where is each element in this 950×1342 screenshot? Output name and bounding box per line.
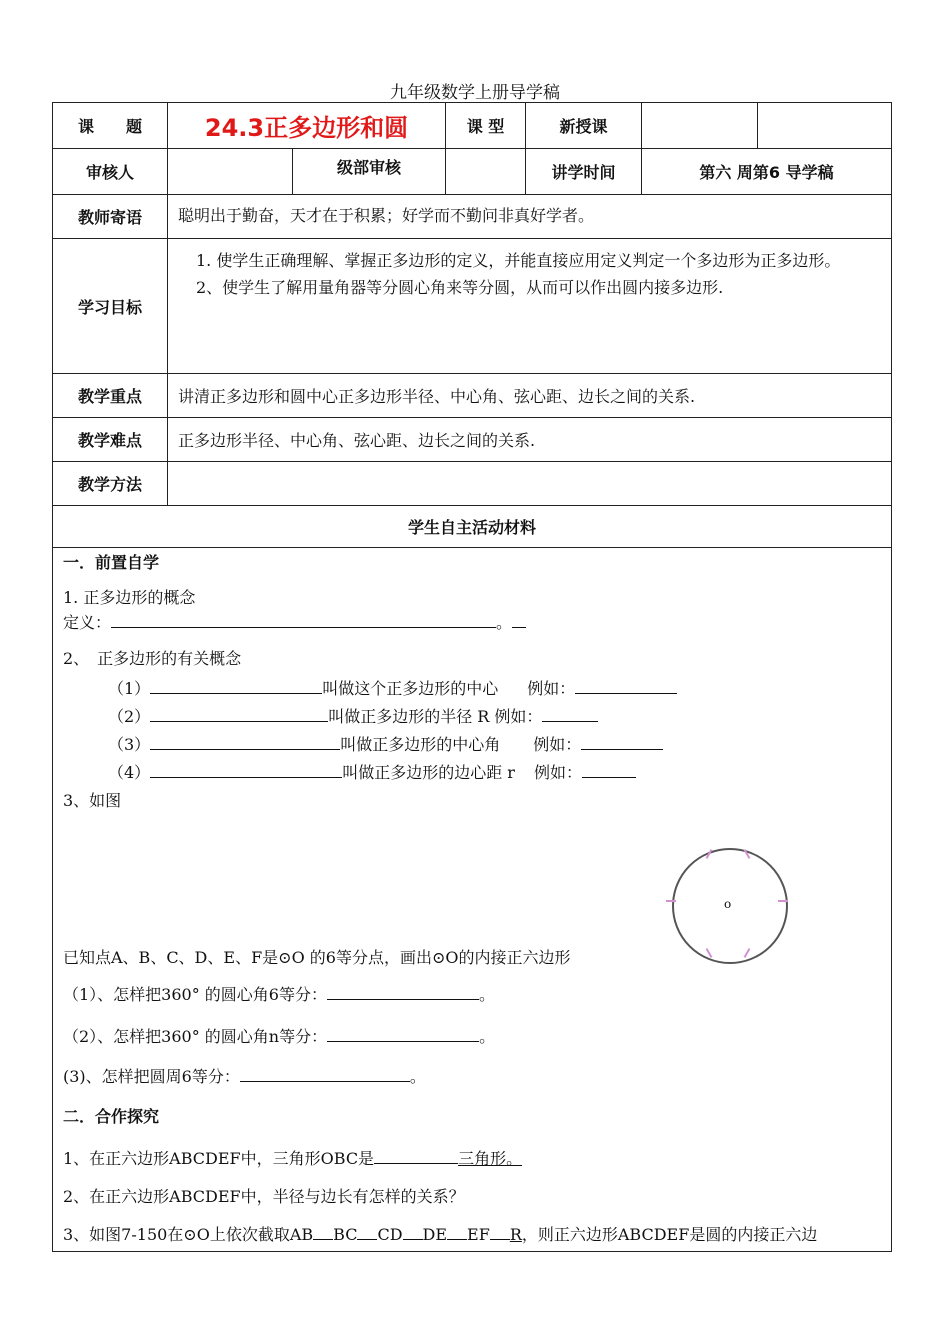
end-mark: 。 bbox=[479, 985, 496, 1004]
topic-label: 课 题 bbox=[53, 103, 168, 149]
q2-1-example-blank[interactable] bbox=[575, 677, 677, 694]
grade-review-label: 级部审核 bbox=[293, 149, 446, 195]
lecture-time-value: 第六 周第6 导学稿 bbox=[642, 149, 892, 195]
c1-prefix: 1、在正六边形ABCDEF中，三角形OBC是 bbox=[63, 1149, 375, 1168]
q2-3-prefix: （3） bbox=[108, 735, 151, 754]
q2-4-text: 叫做正多边形的边心距 r bbox=[342, 763, 515, 782]
q2-item-4 bbox=[108, 760, 636, 783]
q2-2-prefix: （2） bbox=[108, 707, 151, 726]
q2-3-blank[interactable] bbox=[150, 733, 340, 750]
c1 bbox=[63, 1146, 522, 1169]
q2-3-example: 例如： bbox=[533, 735, 582, 754]
method-text bbox=[168, 462, 892, 506]
q3-1-blank[interactable] bbox=[327, 983, 479, 1000]
q1-def-tail bbox=[512, 611, 526, 628]
page-header: 九年级数学上册导学稿 bbox=[390, 83, 560, 103]
q3-2-blank[interactable] bbox=[327, 1025, 479, 1042]
c3-blank[interactable] bbox=[490, 1223, 510, 1240]
q3-text: 已知点A、B、C、D、E、F是⊙O 的6等分点，画出⊙O的内接正六边形 bbox=[63, 948, 571, 967]
key-points-label: 教学重点 bbox=[53, 374, 168, 418]
q2-1-blank[interactable] bbox=[150, 677, 322, 694]
c3-bc: BC bbox=[333, 1225, 358, 1244]
c3-prefix: 3、如图7-150在⊙O上依次截取AB bbox=[63, 1225, 314, 1244]
q3-sub-2 bbox=[63, 1024, 495, 1047]
topic-value bbox=[168, 103, 446, 149]
objectives-label: 学习目标 bbox=[53, 239, 168, 374]
c3-blank[interactable] bbox=[313, 1223, 333, 1240]
section2-title: 二．合作探究 bbox=[63, 1107, 160, 1126]
q3-2-text: （2）、怎样把360° 的圆心角n等分： bbox=[63, 1027, 328, 1046]
q3-3-blank[interactable] bbox=[240, 1065, 410, 1082]
q2-item-1 bbox=[108, 676, 677, 699]
division-mark bbox=[666, 900, 676, 902]
teacher-message-label: 教师寄语 bbox=[53, 195, 168, 239]
c3-suffix: ，则正六边形ABCDEF是圆的内接正六边 bbox=[521, 1225, 818, 1244]
q3-sub-3 bbox=[63, 1064, 426, 1087]
q2-2-text: 叫做正多边形的半径 R 例如： bbox=[328, 707, 543, 726]
q2-4-prefix: （4） bbox=[108, 763, 151, 782]
c3-de: DE bbox=[422, 1225, 448, 1244]
materials-content bbox=[53, 548, 892, 1252]
type-label: 课 型 bbox=[446, 103, 526, 149]
method-label: 教学方法 bbox=[53, 462, 168, 506]
q1-title: 1. 正多边形的概念 bbox=[63, 588, 196, 607]
end-mark: 。 bbox=[409, 1067, 426, 1086]
q2-3-text: 叫做正多边形的中心角 bbox=[340, 735, 501, 754]
section1-title: 一．前置自学 bbox=[63, 553, 160, 572]
c3-blank[interactable] bbox=[447, 1223, 467, 1240]
c1-suffix: 三角形。 bbox=[458, 1149, 523, 1168]
objectives-content bbox=[168, 239, 892, 374]
q2-title: 2、 正多边形的有关概念 bbox=[63, 649, 242, 668]
objective-1: 1. 使学生正确理解、掌握正多边形的定义，并能直接应用定义判定一个多边形为正多边形。 bbox=[196, 251, 841, 270]
q2-2-example-blank[interactable] bbox=[542, 705, 598, 722]
type-value: 新授课 bbox=[526, 103, 642, 149]
q2-item-2 bbox=[108, 704, 598, 727]
reviewer-label: 审核人 bbox=[53, 149, 168, 195]
q2-3-example-blank[interactable] bbox=[581, 733, 663, 750]
difficult-points-text: 正多边形半径、中心角、弦心距、边长之间的关系. bbox=[168, 418, 892, 462]
q2-4-blank[interactable] bbox=[150, 761, 342, 778]
teacher-message-text: 聪明出于勤奋，天才在于积累；好学而不勤问非真好学者。 bbox=[168, 195, 892, 239]
c3-r: R bbox=[509, 1225, 522, 1244]
blank-cell bbox=[758, 103, 892, 149]
q3-sub-1 bbox=[63, 982, 495, 1005]
c3-cd: CD bbox=[377, 1225, 403, 1244]
lecture-time-label: 讲学时间 bbox=[526, 149, 642, 195]
q1-definition bbox=[63, 610, 526, 633]
reviewer-value bbox=[168, 149, 293, 195]
q1-def-blank[interactable] bbox=[111, 611, 496, 628]
q2-2-blank[interactable] bbox=[150, 705, 328, 722]
c3-ef: EF bbox=[467, 1225, 490, 1244]
blank-cell bbox=[642, 103, 758, 149]
q3-3-text: (3)、怎样把圆周6等分： bbox=[63, 1067, 240, 1086]
q2-1-prefix: （1） bbox=[108, 679, 151, 698]
division-mark bbox=[778, 900, 788, 902]
key-points-text: 讲清正多边形和圆中心正多边形半径、中心角、弦心距、边长之间的关系. bbox=[168, 374, 892, 418]
lesson-title: 24.3正多边形和圆 bbox=[204, 114, 409, 142]
q2-1-example: 例如： bbox=[527, 679, 576, 698]
grade-review-value bbox=[446, 149, 526, 195]
c3-blank[interactable] bbox=[403, 1223, 423, 1240]
materials-title: 学生自主活动材料 bbox=[53, 506, 892, 548]
q3-title: 3、如图 bbox=[63, 791, 122, 810]
q2-4-example: 例如： bbox=[534, 763, 583, 782]
q2-item-3 bbox=[108, 732, 663, 755]
c2: 2、在正六边形ABCDEF中，半径与边长有怎样的关系？ bbox=[63, 1187, 465, 1206]
c3 bbox=[63, 1222, 817, 1245]
q2-1-text: 叫做这个正多边形的中心 bbox=[322, 679, 499, 698]
objective-2: 2、使学生了解用量角器等分圆心角来等分圆，从而可以作出圆内接多边形. bbox=[196, 278, 724, 297]
q1-def-label: 定义： bbox=[63, 613, 112, 632]
end-mark: 。 bbox=[479, 1027, 496, 1046]
difficult-points-label: 教学难点 bbox=[53, 418, 168, 462]
lesson-plan-table bbox=[52, 102, 892, 1252]
q3-1-text: （1）、怎样把360° 的圆心角6等分： bbox=[63, 985, 327, 1004]
c3-blank[interactable] bbox=[357, 1223, 377, 1240]
circle-center-label: o bbox=[724, 897, 732, 911]
q2-4-example-blank[interactable] bbox=[582, 761, 636, 778]
c1-blank[interactable] bbox=[374, 1147, 458, 1164]
q1-def-end: 。 bbox=[496, 613, 513, 632]
